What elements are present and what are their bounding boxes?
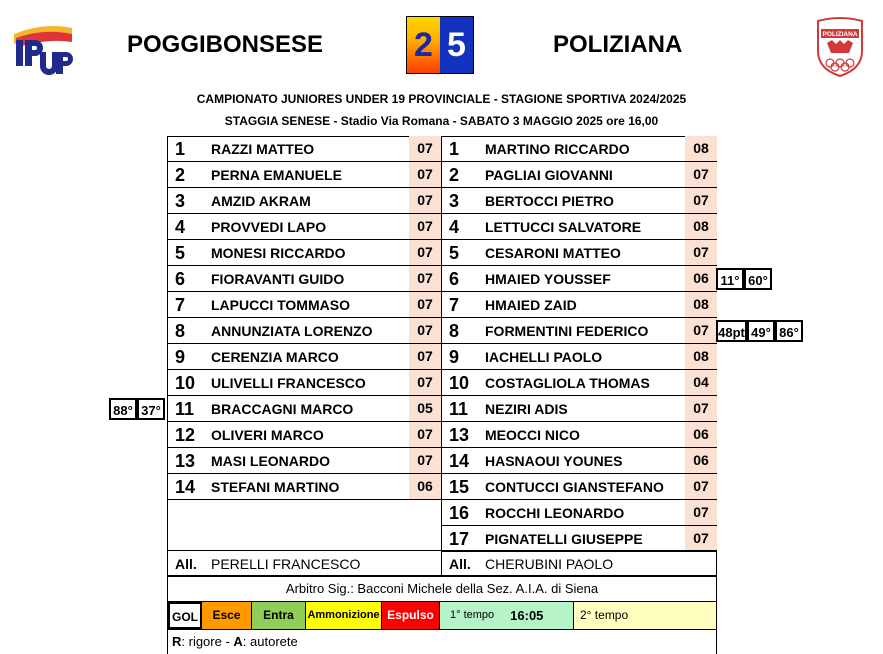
player-name: MARTINO RICCARDO — [485, 141, 630, 157]
home-empty-area — [167, 500, 441, 552]
home-player-row — [167, 344, 441, 370]
away-coach-row — [441, 550, 717, 576]
player-grade: 07 — [409, 240, 441, 265]
player-name: PROVVEDI LAPO — [211, 219, 327, 235]
away-coach-name: CHERUBINI PAOLO — [485, 556, 614, 572]
event-minute-box: 37° — [137, 398, 165, 420]
home-coach-row — [167, 550, 441, 576]
away-logo-text: POLIZIANA — [822, 31, 858, 38]
player-grade: 06 — [409, 474, 441, 499]
event-minute-box: 60° — [744, 268, 772, 290]
player-number: 5 — [175, 243, 186, 263]
player-number: 8 — [175, 321, 186, 341]
player-grade: 05 — [409, 396, 441, 421]
player-grade: 08 — [685, 136, 717, 161]
player-number: 2 — [449, 165, 460, 185]
player-grade: 07 — [409, 136, 441, 161]
player-number: 4 — [175, 217, 186, 237]
player-number: 17 — [449, 529, 470, 549]
player-name: LETTUCCI SALVATORE — [485, 219, 642, 235]
player-name: LAPUCCI TOMMASO — [211, 297, 350, 313]
first-half-label: 1° tempo — [450, 609, 495, 621]
event-minute-box: 86° — [775, 320, 803, 342]
player-number: 14 — [175, 477, 196, 497]
player-number: 9 — [175, 347, 186, 367]
player-number: 1 — [449, 139, 460, 159]
player-grade: 07 — [685, 474, 717, 499]
home-player-row — [167, 422, 441, 448]
player-grade: 07 — [685, 240, 717, 265]
home-club-logo — [10, 18, 74, 76]
event-minute-box: 49° — [747, 320, 775, 342]
away-club-logo — [815, 15, 865, 77]
player-number: 2 — [175, 165, 186, 185]
player-events — [716, 320, 803, 342]
player-number: 1 — [175, 139, 186, 159]
player-number: 12 — [175, 425, 196, 445]
player-events — [109, 398, 165, 420]
match-venue-date: STAGGIA SENESE - Stadio Via Romana - SABATO 3 MAGGIO 2025 ore 16,00 — [224, 114, 659, 128]
player-name: BERTOCCI PIETRO — [485, 193, 614, 209]
player-number: 13 — [175, 451, 196, 471]
player-events — [716, 268, 772, 290]
player-number: 6 — [175, 269, 186, 289]
home-player-row — [167, 266, 441, 292]
player-name: HASNAOUI YOUNES — [485, 453, 623, 469]
player-grade: 07 — [685, 526, 717, 551]
home-coach-label: All. — [175, 556, 197, 572]
score-board — [406, 16, 474, 74]
away-player-row — [441, 344, 717, 370]
player-grade: 07 — [409, 422, 441, 447]
event-minute-box: 11° — [716, 268, 744, 290]
away-player-row — [441, 526, 717, 552]
player-number: 14 — [449, 451, 470, 471]
player-grade: 07 — [409, 318, 441, 343]
player-number: 10 — [175, 373, 196, 393]
away-player-row — [441, 240, 717, 266]
player-name: HMAIED YOUSSEF — [485, 271, 611, 287]
footnote-a-key: A — [233, 634, 243, 649]
home-player-row — [167, 188, 441, 214]
away-player-row — [441, 292, 717, 318]
legend-gol: GOL — [168, 602, 202, 629]
footnote-r-text: : rigore - — [181, 634, 234, 649]
player-number: 16 — [449, 503, 470, 523]
legend-esce: Esce — [202, 602, 252, 629]
referee-line: Arbitro Sig.: Bacconi Michele della Sez. A.I.A. di Siena — [167, 576, 717, 602]
player-name: NEZIRI ADIS — [485, 401, 568, 417]
player-number: 11 — [175, 399, 195, 419]
player-number: 8 — [449, 321, 460, 341]
player-number: 13 — [449, 425, 470, 445]
player-name: ROCCHI LEONARDO — [485, 505, 625, 521]
player-name: MEOCCI NICO — [485, 427, 580, 443]
player-name: CESARONI MATTEO — [485, 245, 621, 261]
player-grade: 08 — [685, 344, 717, 369]
player-name: RAZZI MATTEO — [211, 141, 315, 157]
footnote — [167, 630, 717, 654]
home-player-row — [167, 240, 441, 266]
home-coach-name: PERELLI FRANCESCO — [211, 556, 361, 572]
home-player-row — [167, 136, 441, 162]
away-player-row — [441, 422, 717, 448]
player-name: BRACCAGNI MARCO — [211, 401, 354, 417]
away-player-row — [441, 214, 717, 240]
first-half-time: 16:05 — [510, 608, 544, 623]
player-number: 9 — [449, 347, 460, 367]
player-grade: 07 — [409, 214, 441, 239]
away-player-row — [441, 266, 717, 292]
player-grade: 07 — [685, 162, 717, 187]
player-number: 6 — [449, 269, 460, 289]
away-player-row — [441, 162, 717, 188]
player-name: FORMENTINI FEDERICO — [485, 323, 649, 339]
player-grade: 06 — [685, 448, 717, 473]
player-name: PIGNATELLI GIUSEPPE — [485, 531, 643, 547]
competition-title: CAMPIONATO JUNIORES UNDER 19 PROVINCIALE - STAGIONE SPORTIVA 2024/2025 — [196, 92, 687, 106]
player-number: 3 — [175, 191, 186, 211]
player-number: 3 — [449, 191, 460, 211]
away-player-row — [441, 370, 717, 396]
player-grade: 07 — [685, 396, 717, 421]
player-grade: 07 — [409, 188, 441, 213]
player-grade: 07 — [409, 370, 441, 395]
home-player-row — [167, 448, 441, 474]
player-name: COSTAGLIOLA THOMAS — [485, 375, 650, 391]
footnote-a-text: : autorete — [242, 634, 298, 649]
player-number: 10 — [449, 373, 470, 393]
away-player-row — [441, 500, 717, 526]
player-grade: 08 — [685, 214, 717, 239]
player-grade: 07 — [409, 292, 441, 317]
player-name: HMAIED ZAID — [485, 297, 577, 313]
away-player-row — [441, 188, 717, 214]
player-number: 7 — [175, 295, 186, 315]
legend-first-half — [440, 602, 574, 629]
player-name: STEFANI MARTINO — [211, 479, 340, 495]
player-grade: 07 — [685, 500, 717, 525]
away-player-row — [441, 474, 717, 500]
player-grade: 07 — [685, 188, 717, 213]
player-name: ULIVELLI FRANCESCO — [211, 375, 366, 391]
home-player-row — [167, 292, 441, 318]
player-grade: 06 — [685, 422, 717, 447]
player-number: 15 — [449, 477, 470, 497]
footnote-r-key: R — [172, 634, 182, 649]
player-grade: 07 — [409, 162, 441, 187]
away-score: 5 — [440, 17, 473, 73]
away-player-row — [441, 318, 717, 344]
player-grade: 07 — [685, 318, 717, 343]
home-player-row — [167, 162, 441, 188]
player-name: PAGLIAI GIOVANNI — [485, 167, 613, 183]
player-number: 5 — [449, 243, 460, 263]
home-score: 2 — [407, 17, 440, 73]
player-name: PERNA EMANUELE — [211, 167, 342, 183]
player-name: IACHELLI PAOLO — [485, 349, 603, 365]
player-grade: 07 — [409, 266, 441, 291]
away-coach-label: All. — [449, 556, 471, 572]
legend-entra: Entra — [252, 602, 306, 629]
player-grade: 07 — [409, 344, 441, 369]
legend-bar — [167, 602, 717, 630]
player-number: 7 — [449, 295, 460, 315]
player-grade: 08 — [685, 292, 717, 317]
player-name: CERENZIA MARCO — [211, 349, 339, 365]
legend-ammonizione: Ammonizione — [306, 602, 382, 629]
player-number: 11 — [449, 399, 469, 419]
player-name: ANNUNZIATA LORENZO — [211, 323, 373, 339]
home-player-row — [167, 318, 441, 344]
home-player-row — [167, 396, 441, 422]
away-team-name: POLIZIANA — [553, 31, 683, 58]
home-player-row — [167, 370, 441, 396]
away-player-row — [441, 396, 717, 422]
event-minute-box: 88° — [109, 398, 137, 420]
legend-second-half: 2° tempo — [574, 602, 716, 629]
player-grade: 04 — [685, 370, 717, 395]
player-name: FIORAVANTI GUIDO — [211, 271, 345, 287]
event-minute-box: 48pt — [716, 320, 747, 342]
home-player-row — [167, 474, 441, 500]
player-number: 4 — [449, 217, 460, 237]
player-grade: 07 — [409, 448, 441, 473]
player-name: MASI LEONARDO — [211, 453, 330, 469]
player-name: MONESI RICCARDO — [211, 245, 346, 261]
player-name: OLIVERI MARCO — [211, 427, 324, 443]
home-team-name: POGGIBONSESE — [127, 31, 324, 58]
player-grade: 06 — [685, 266, 717, 291]
away-player-row — [441, 448, 717, 474]
home-player-row — [167, 214, 441, 240]
player-name: CONTUCCI GIANSTEFANO — [485, 479, 664, 495]
legend-espulso: Espulso — [382, 602, 440, 629]
away-player-row — [441, 136, 717, 162]
player-name: AMZID AKRAM — [211, 193, 311, 209]
